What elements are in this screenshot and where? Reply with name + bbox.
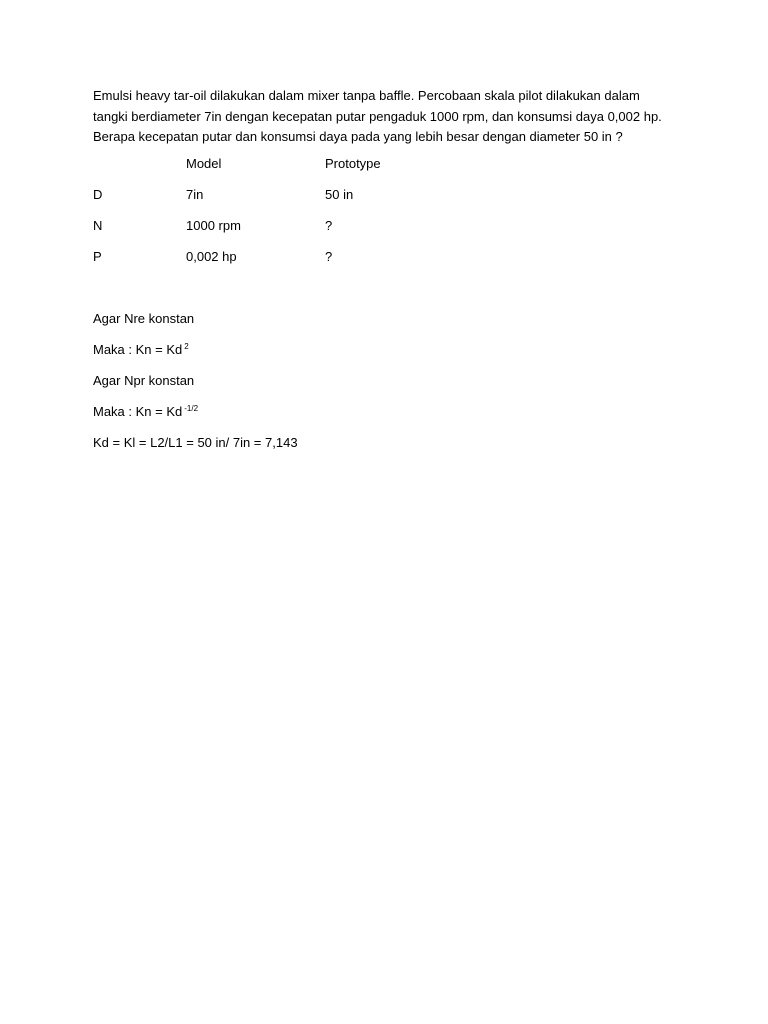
table-cell-model: 0,002 hp [186,249,237,264]
problem-line: Emulsi heavy tar-oil dilakukan dalam mixer tanpa baffle. Percobaan skala pilot dilakukan dalam [93,88,640,103]
table-cell-model: 7in [186,187,204,202]
table-cell-prototype: ? [325,249,333,264]
table-header-prototype: Prototype [325,156,381,171]
npr-relation-text: Maka : Kn = Kd [93,404,183,419]
npr-exponent: -1/2 [184,404,199,413]
kd-calculation: Kd = Kl = L2/L1 = 50 in/ 7in = 7,143 [93,435,298,450]
problem-line: tangki berdiameter 7in dengan kecepatan putar pengaduk 1000 rpm, dan konsumsi daya 0,002 hp. [93,108,662,124]
nre-relation [93,342,189,358]
table-cell-prototype: ? [325,218,333,233]
table-cell-prototype: 50 in [325,187,354,202]
table-cell-model: 1000 rpm [186,218,241,233]
table-row-label: P [93,249,102,264]
problem-statement [93,86,683,148]
nre-exponent: 2 [184,342,189,351]
problem-line: Berapa kecepatan putar dan konsumsi daya pada yang lebih besar dengan diameter 50 in ? [93,129,623,144]
table-header-model: Model [186,156,222,171]
table-row-label: D [93,187,103,202]
nre-relation-text: Maka : Kn = Kd [93,342,183,357]
nre-condition: Agar Nre konstan [93,311,195,326]
table-row-label: N [93,218,103,233]
npr-condition: Agar Npr konstan [93,373,195,388]
npr-relation [93,404,198,420]
